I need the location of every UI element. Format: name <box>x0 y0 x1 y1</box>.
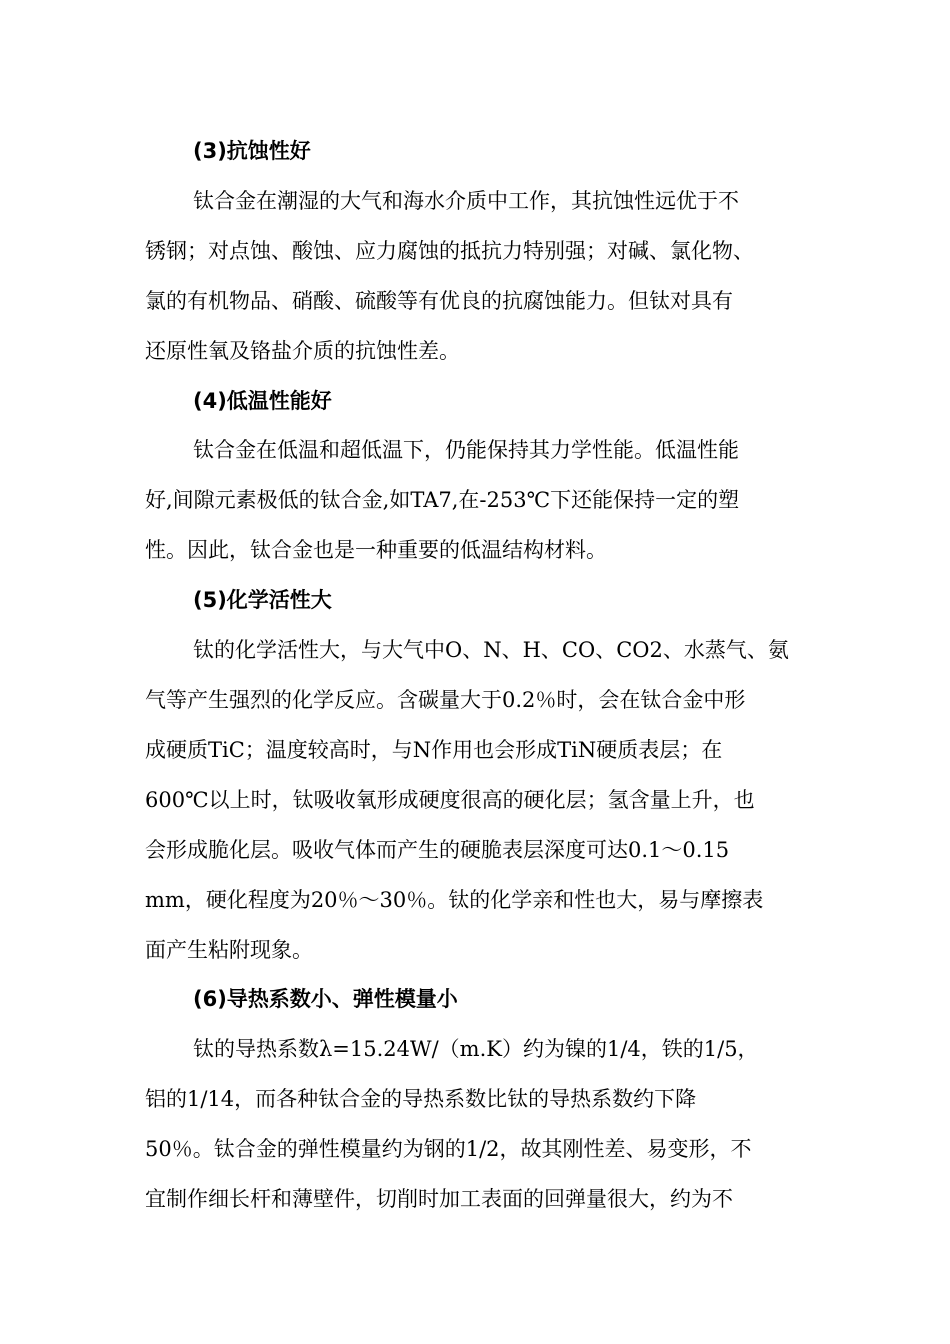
paragraph-line: 钛的化学活性大，与大气中O、N、H、CO、CO2、水蒸气、氨 <box>193 638 789 662</box>
paragraph-line: mm，硬化程度为20％～30％。钛的化学亲和性也大，易与摩擦表 <box>145 888 764 912</box>
section-heading-3: (3)抗蚀性好 <box>193 139 311 163</box>
paragraph-line: 宜制作细长杆和薄壁件，切削时加工表面的回弹量很大，约为不 <box>145 1187 733 1211</box>
paragraph-line: 600℃以上时，钛吸收氧形成硬度很高的硬化层；氢含量上升，也 <box>145 788 755 812</box>
paragraph-line: 50％。钛合金的弹性模量约为钢的1/2，故其刚性差、易变形，不 <box>145 1137 752 1161</box>
paragraph-line: 钛合金在低温和超低温下，仍能保持其力学性能。低温性能 <box>193 438 739 462</box>
paragraph-line: 会形成脆化层。吸收气体而产生的硬脆表层深度可达0.1～0.15 <box>145 838 730 862</box>
paragraph-line: 氯的有机物品、硝酸、硫酸等有优良的抗腐蚀能力。但钛对具有 <box>145 289 733 313</box>
paragraph-line: 钛的导热系数λ=15.24W/（m.K）约为镍的1/4，铁的1/5， <box>193 1037 759 1061</box>
section-heading-4: (4)低温性能好 <box>193 389 332 413</box>
paragraph-line: 铝的1/14，而各种钛合金的导热系数比钛的导热系数约下降 <box>145 1087 697 1111</box>
paragraph-line: 性。因此，钛合金也是一种重要的低温结构材料。 <box>145 538 607 562</box>
section-heading-5: (5)化学活性大 <box>193 588 332 612</box>
paragraph-line: 锈钢；对点蚀、酸蚀、应力腐蚀的抵抗力特别强；对碱、氯化物、 <box>145 239 754 263</box>
section-heading-6: (6)导热系数小、弹性模量小 <box>193 987 458 1011</box>
paragraph-line: 好,间隙元素极低的钛合金,如TA7,在-253℃下还能保持一定的塑 <box>145 488 740 512</box>
paragraph-line: 成硬质TiC；温度较高时，与N作用也会形成TiN硬质表层；在 <box>145 738 723 762</box>
paragraph-line: 还原性氧及铬盐介质的抗蚀性差。 <box>145 339 460 363</box>
paragraph-line: 面产生粘附现象。 <box>145 938 313 962</box>
paragraph-line: 钛合金在潮湿的大气和海水介质中工作，其抗蚀性远优于不 <box>193 189 739 213</box>
paragraph-line: 气等产生强烈的化学反应。含碳量大于0.2％时，会在钛合金中形 <box>145 688 746 712</box>
